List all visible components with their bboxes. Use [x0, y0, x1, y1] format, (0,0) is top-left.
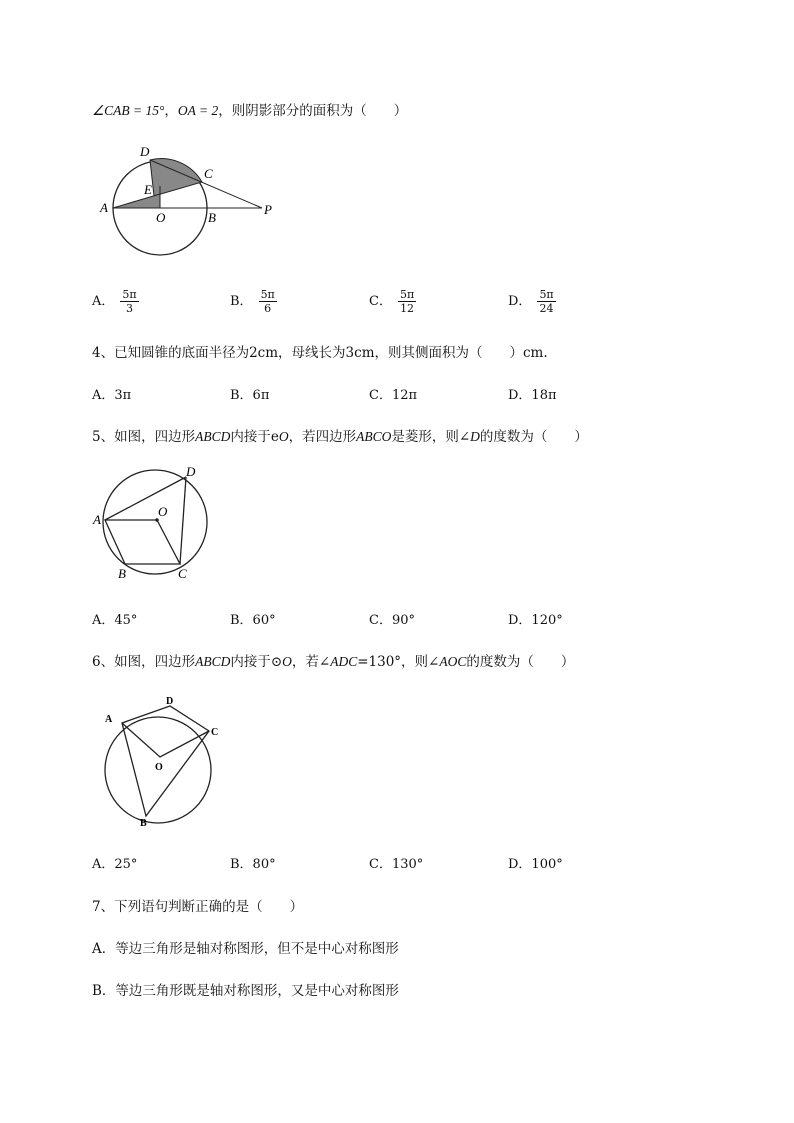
q5-label-c: C	[178, 566, 187, 581]
q3-option-c-frac	[398, 288, 416, 315]
q5-stem-dd: D	[470, 429, 480, 444]
q3-option-c-letter: C．	[369, 294, 392, 309]
q6-label-c: C	[211, 727, 219, 738]
q3-option-c-num: 5π	[399, 288, 415, 301]
q6-stem-d: =130°，则∠	[357, 654, 440, 670]
q3-option-a[interactable]	[92, 288, 139, 315]
q5-option-a[interactable]: A．45°	[92, 613, 138, 628]
q6-label-o: O	[155, 762, 163, 773]
q3-option-c-den: 12	[400, 302, 415, 315]
q5-label-d: D	[186, 464, 196, 479]
q6-stem-aoc: AOC	[439, 654, 467, 669]
q6-option-c[interactable]: C．130°	[369, 857, 424, 872]
q3-option-b-den: 6	[264, 302, 272, 315]
q3-label-a: A	[100, 200, 108, 215]
q3-stem	[92, 99, 407, 119]
q3-option-a-frac	[120, 288, 138, 315]
q3-option-d-num: 5π	[539, 288, 554, 301]
q7-stem: 7、下列语句判断正确的是（ ）	[92, 899, 304, 915]
q5-stem-b: 内接于e	[230, 429, 279, 445]
q5-figure	[90, 462, 220, 592]
q5-line-dc	[180, 477, 186, 564]
q3-oa: OA = 2	[177, 103, 219, 118]
q5-label-a: A	[93, 512, 101, 527]
q3-label-d: D	[140, 144, 150, 159]
q5-stem-a: 5、如图，四边形	[92, 429, 196, 445]
q5-stem-abco: ABCO	[356, 429, 392, 444]
q5-stem-o: O	[278, 429, 289, 444]
q3-label-o: O	[156, 210, 166, 225]
q3-label-b: B	[208, 210, 216, 225]
q6-stem-e: 的度数为（ ）	[466, 654, 575, 670]
q5-option-b[interactable]: B．60°	[230, 613, 276, 628]
q5-stem-e: 的度数为（ ）	[479, 429, 588, 445]
q6-stem-o: O	[282, 654, 292, 669]
q3-option-c[interactable]	[369, 288, 416, 315]
q6-stem-adc: ADC	[330, 654, 358, 669]
q5-circle	[103, 470, 207, 574]
q6-option-a[interactable]: A．25°	[92, 857, 138, 872]
q4-option-b[interactable]: B．6π	[230, 388, 270, 403]
q7-option-a[interactable]: A．等边三角形是轴对称图形，但不是中心对称图形	[92, 941, 399, 957]
q3-figure	[92, 142, 292, 262]
q6-stem	[92, 650, 574, 670]
q5-option-d[interactable]: D．120°	[508, 613, 563, 628]
q4-stem: 4、已知圆锥的底面半径为2cm，母线长为3cm，则其侧面积为（ ）cm.	[92, 345, 548, 361]
q3-option-b[interactable]	[230, 288, 277, 315]
q3-option-d[interactable]	[508, 288, 556, 315]
q3-shaded-sector	[150, 159, 202, 196]
q3-option-d-den: 24	[539, 302, 554, 315]
q3-shaded-triangle	[113, 194, 160, 208]
q6-label-b: B	[140, 818, 147, 829]
q3-option-d-letter: D．	[508, 294, 532, 309]
q3-stem-suffix: ，则阴影部分的面积为（ ）	[218, 103, 408, 119]
q6-option-b[interactable]: B．80°	[230, 857, 276, 872]
q3-label-e: E	[144, 182, 152, 197]
q6-stem-a: 6、如图，四边形	[92, 654, 196, 670]
q4-option-c[interactable]: C．12π	[369, 388, 418, 403]
q4-option-d[interactable]: D．18π	[508, 388, 557, 403]
q3-option-b-letter: B．	[230, 294, 253, 309]
q3-option-a-num: 5π	[122, 288, 137, 301]
q3-option-a-den: 3	[126, 302, 133, 315]
q3-label-p: P	[264, 202, 272, 217]
q5-label-o: O	[158, 504, 168, 519]
q5-stem-c: ，若四边形	[288, 429, 357, 445]
q3-label-c: C	[204, 166, 213, 181]
q5-line-ad	[105, 477, 186, 520]
q3-angle-cab: ∠CAB = 15°	[92, 103, 165, 118]
q7-option-b[interactable]: B．等边三角形既是轴对称图形，又是中心对称图形	[92, 983, 399, 999]
q3-comma: ，	[164, 103, 178, 119]
q4-option-a[interactable]: A．3π	[92, 388, 132, 403]
q5-stem	[92, 425, 588, 445]
q6-figure	[98, 692, 238, 832]
q6-label-a: A	[105, 714, 113, 725]
q5-stem-d: 是菱形，则∠	[391, 429, 471, 445]
q5-label-b: B	[118, 566, 126, 581]
q3-option-a-letter: A．	[92, 294, 115, 309]
q6-label-d: D	[166, 696, 174, 707]
q3-option-d-frac	[537, 288, 555, 315]
q6-option-d[interactable]: D．100°	[508, 857, 563, 872]
q5-option-c[interactable]: C．90°	[369, 613, 415, 628]
q5-stem-abcd: ABCD	[195, 429, 231, 444]
q6-stem-c: ，若∠	[291, 654, 331, 670]
q6-stem-b: 内接于⊙	[230, 654, 283, 670]
q6-stem-abcd: ABCD	[195, 654, 231, 669]
q3-option-b-frac	[259, 288, 277, 315]
q6-radii	[122, 723, 209, 757]
q3-option-b-num: 5π	[260, 288, 275, 301]
